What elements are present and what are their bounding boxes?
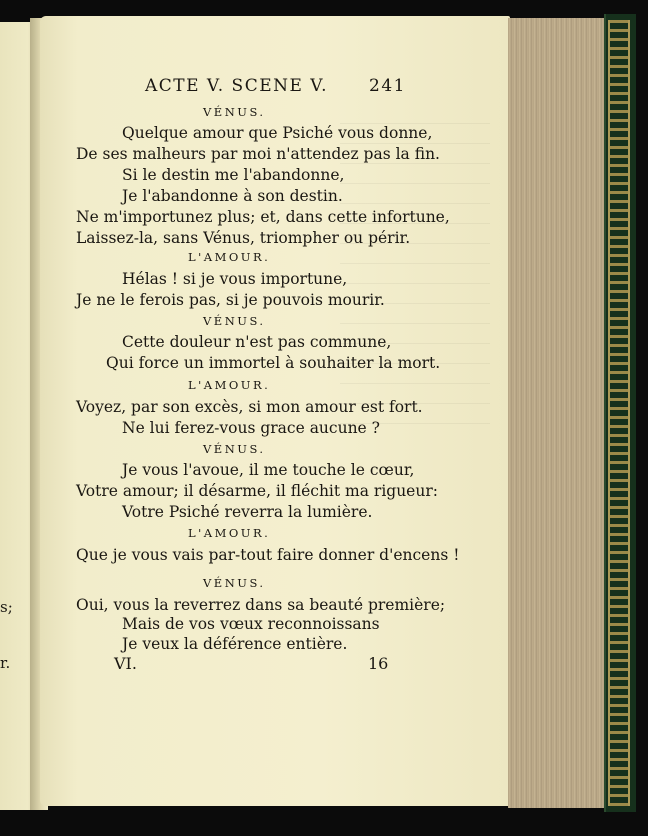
- verse-line: Votre Psiché reverra la lumière.: [122, 503, 373, 521]
- verse-line: Qui force un immortel à souhaiter la mort.: [106, 354, 441, 372]
- verse-line: Laissez-la, sans Vénus, triompher ou périr.: [76, 229, 411, 247]
- verse-line: Ne lui ferez-vous grace aucune ?: [122, 419, 380, 437]
- speaker-name: VÉNUS.: [203, 314, 266, 328]
- verse-line: Hélas ! si je vous importune,: [122, 270, 348, 288]
- verse-line: Cette douleur n'est pas commune,: [122, 333, 392, 351]
- signature-mark: VI.: [114, 654, 137, 673]
- verse-line: Je veux la déférence entière.: [122, 635, 348, 653]
- speaker-name: VÉNUS.: [203, 442, 266, 456]
- speaker-name: L'AMOUR.: [188, 378, 271, 392]
- verse-line: Je ne le ferois pas, si je pouvois mourir.: [76, 291, 385, 309]
- greek-key-border: [608, 20, 630, 806]
- verse-line: Que je vous vais par-tout faire donner d'encens !: [76, 546, 460, 564]
- page-number: 241: [369, 76, 406, 96]
- speaker-name: L'AMOUR.: [188, 250, 271, 264]
- verse-line: Si le destin me l'abandonne,: [122, 166, 345, 184]
- verse-line: Voyez, par son excès, si mon amour est fort.: [76, 398, 423, 416]
- running-title: ACTE V. SCENE V.: [145, 76, 329, 96]
- catchword: 16: [368, 654, 389, 673]
- left-page-fragment: s;: [0, 598, 13, 616]
- speaker-name: VÉNUS.: [203, 105, 266, 119]
- verse-line: Quelque amour que Psiché vous donne,: [122, 124, 433, 142]
- verse-line: Ne m'importunez plus; et, dans cette infortune,: [76, 208, 450, 226]
- speaker-name: L'AMOUR.: [188, 526, 271, 540]
- page-edges: [508, 18, 606, 808]
- verse-line: Votre amour; il désarme, il fléchit ma rigueur:: [76, 482, 438, 500]
- verse-line: Je vous l'avoue, il me touche le cœur,: [122, 461, 415, 479]
- verse-line: Mais de vos vœux reconnoissans: [122, 615, 380, 633]
- left-page-fragment: r.: [0, 654, 11, 672]
- verse-line: Je l'abandonne à son destin.: [122, 187, 343, 205]
- speaker-name: VÉNUS.: [203, 576, 266, 590]
- verse-line: Oui, vous la reverrez dans sa beauté première;: [76, 596, 446, 614]
- verse-line: De ses malheurs par moi n'attendez pas la fin.: [76, 145, 440, 163]
